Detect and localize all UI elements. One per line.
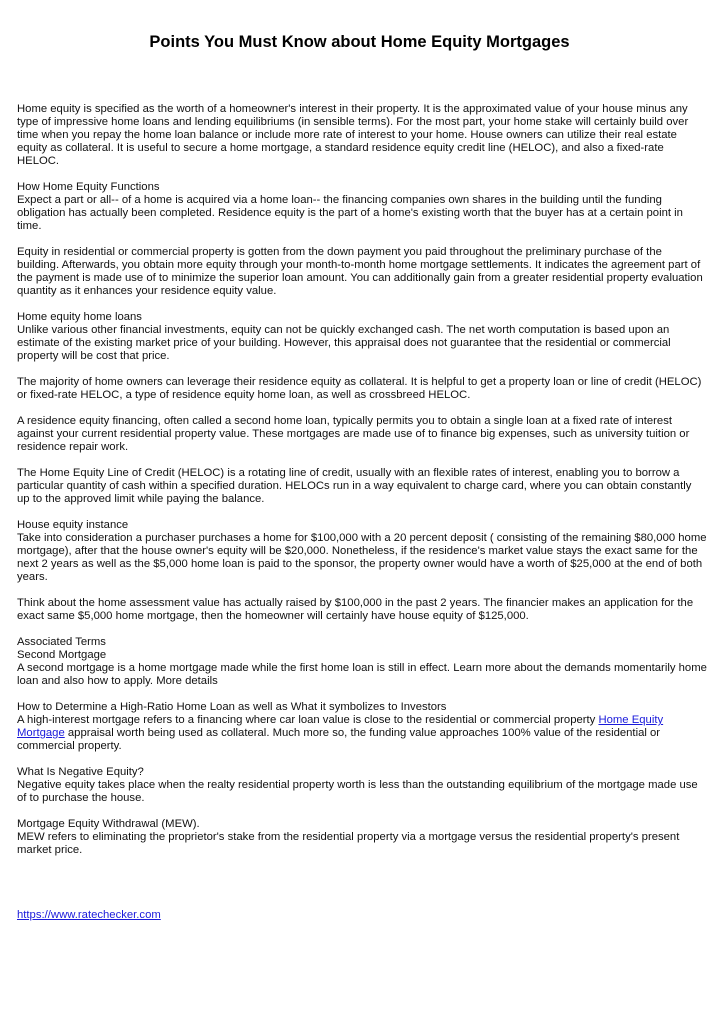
paragraph: Think about the home assessment value has actually raised by $100,000 in the past 2 years. The financier makes an application for the exact same $5,000 home mortgage, then the homeowner will certainly have house equity of $125,000. bbox=[17, 597, 694, 622]
section-how-equity-functions bbox=[17, 181, 707, 233]
section-heading: Home equity home loans bbox=[17, 311, 142, 323]
paragraph: Take into consideration a purchaser purchases a home for $100,000 with a 20 percent deposit ( consisting of the remaining $80,000 home mortgage), after that the house owner's equity will be $20,000. Nonetheless, if the residence's market value stays the exact same for the next 2 years as well as the $5,000 home loan is paid to the sponsor, the property owner would have a worth of $25,000 at the end of both years. bbox=[17, 532, 707, 583]
paragraph: MEW refers to eliminating the proprietor's stake from the residential property via a mortgage versus the residential property's present market price. bbox=[17, 831, 680, 856]
section-subheading: Second Mortgage bbox=[17, 649, 107, 661]
section-heading: House equity instance bbox=[17, 519, 129, 531]
paragraph: Unlike various other financial investments, equity can not be quickly exchanged cash. The net worth computation is based upon an estimate of the existing market price of your building. However, this appraisal does not guarantee that the residential or commercial property will be cost that price. bbox=[17, 324, 671, 362]
paragraph: Home equity is specified as the worth of a homeowner's interest in their property. It is the approximated value of your house minus any type of impressive home loans and lending equilibriums (in sensible terms). For the most part, your home stake will certainly build over time when you repay the home loan balance or include more rate of interest to your home. House owners can utilize their real estate equity as collateral. It is useful to secure a home mortgage, a standard residence equity credit line (HELOC), and also a fixed-rate HELOC. bbox=[17, 103, 689, 167]
section-heading: How Home Equity Functions bbox=[17, 181, 160, 193]
page-title: Points You Must Know about Home Equity Mortgages bbox=[149, 33, 570, 51]
section-mew bbox=[17, 818, 707, 857]
paragraph: A residence equity financing, often called a second home loan, typically permits you to obtain a single loan at a fixed rate of interest against your current residential property value. These mortgages are made use of to finance big expenses, such as university tuition or residence repair work. bbox=[17, 415, 690, 453]
document-body bbox=[17, 103, 707, 870]
paragraph bbox=[17, 714, 707, 753]
home-equity-mortgage-link[interactable]: Home Equity Mortgage bbox=[17, 714, 664, 739]
section-heading: Associated Terms bbox=[17, 636, 106, 648]
paragraph-text: appraisal worth being used as collateral. Much more so, the funding value approaches 100% value of the residential or commercial property. bbox=[17, 727, 661, 752]
section-high-ratio-loan bbox=[17, 701, 707, 753]
paragraph: The Home Equity Line of Credit (HELOC) is a rotating line of credit, usually with an flexible rates of interest, enabling you to borrow a particular quantity of cash within a specified duration. HELOCs run in a way equivalent to charge card, where you can obtain constantly up to the approved limit while paying the balance. bbox=[17, 467, 692, 505]
paragraph: Equity in residential or commercial property is gotten from the down payment you paid throughout the preliminary purchase of the building. Afterwards, you obtain more equity through your month-to-month home mortgage settlements. It indicates the agreement part of the payment is made use of to minimize the superior loan amount. You can additionally gain from a greater residential property evaluation quantity as it enhances your residence equity value. bbox=[17, 246, 703, 297]
section-associated-terms bbox=[17, 636, 707, 688]
section-negative-equity bbox=[17, 766, 707, 805]
section-heading: How to Determine a High-Ratio Home Loan as well as What it symbolizes to Investors bbox=[17, 701, 447, 713]
paragraph: Expect a part or all-- of a home is acquired via a home loan-- the financing companies own shares in the building until the funding obligation has actually been completed. Residence equity is the part of a home's existing worth that the buyer has at a certain point in time. bbox=[17, 194, 683, 232]
paragraph-text: A high-interest mortgage refers to a financing where car loan value is close to the residential or commercial property bbox=[17, 714, 599, 726]
section-home-equity-loans bbox=[17, 311, 707, 363]
section-equity-example bbox=[17, 519, 707, 584]
source-url-link[interactable]: https://www.ratechecker.com bbox=[17, 909, 161, 921]
paragraph: Negative equity takes place when the realty residential property worth is less than the outstanding equilibrium of the mortgage made use of to purchase the house. bbox=[17, 779, 698, 804]
footer bbox=[17, 909, 161, 922]
paragraph: The majority of home owners can leverage their residence equity as collateral. It is helpful to get a property loan or line of credit (HELOC) or fixed-rate HELOC, a type of residence equity home loan, as well as crossbreed HELOC. bbox=[17, 376, 702, 401]
section-heading: What Is Negative Equity? bbox=[17, 766, 144, 778]
section-heading: Mortgage Equity Withdrawal (MEW). bbox=[17, 818, 200, 830]
paragraph: A second mortgage is a home mortgage made while the first home loan is still in effect. Learn more about the demands momentarily home loan and also how to apply. More details bbox=[17, 662, 707, 687]
